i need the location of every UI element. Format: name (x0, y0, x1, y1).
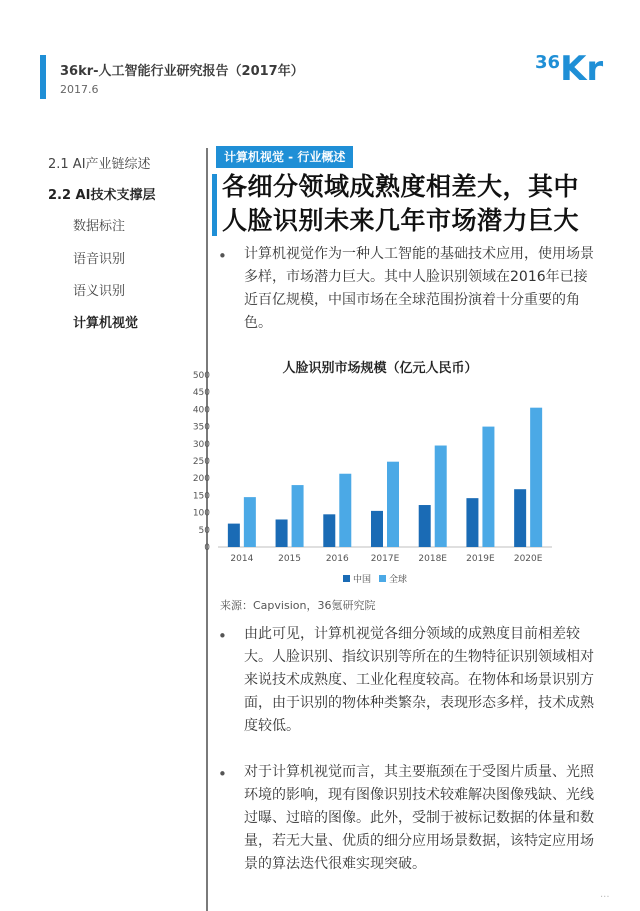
logo-number: 36 (535, 52, 561, 73)
bar-china-2014 (228, 524, 240, 547)
sidebar-item-ai-industry-chain[interactable]: 2.1 AI产业链综述 (48, 157, 151, 172)
headline-line-1: 各细分领域成熟度相差大，其中 (222, 172, 580, 201)
section-tag: 计算机视觉 - 行业概述 (216, 146, 353, 168)
x-tick-label: 2015 (278, 554, 302, 564)
bar-global-2014 (244, 497, 256, 547)
legend-label-china: 中国 (353, 575, 372, 585)
legend (343, 573, 407, 585)
x-axis (230, 554, 542, 564)
y-tick-label: 50 (198, 525, 210, 536)
y-tick-label: 100 (192, 508, 210, 519)
bar-china-2016 (323, 514, 335, 547)
report-date: 2017.6 (60, 83, 99, 96)
legend-swatch-global (379, 575, 386, 582)
report-title: 36kr-人工智能行业研究报告（2017年） (60, 64, 304, 79)
sidebar-item-semantic-recognition[interactable]: 语义识别 (73, 284, 126, 299)
headline-line-2: 人脸识别未来几年市场潜力巨大 (222, 206, 580, 235)
bar-china-2020E (514, 489, 526, 547)
y-tick-label: 250 (192, 457, 210, 467)
headline-accent-bar (212, 174, 217, 236)
y-tick-label: 200 (192, 474, 210, 485)
market-size-chart (180, 355, 560, 595)
y-tick-label: 500 (192, 371, 210, 381)
bar-global-2017E (387, 462, 399, 547)
paragraph-3: 对于计算机视觉而言，其主要瓶颈在于受图片质量、光照环境的影响，现有图像识别技术较难解决图像残缺、光线过曝、过暗的图像。此外，受制于被标记数据的体量和数量，若无大量、优质的细分应用场景数据，该特定应用场景的算法迭代很难实现突破。 (244, 764, 594, 872)
header-accent-bar (40, 55, 46, 99)
bullet-2: • (218, 627, 227, 645)
y-tick-label: 0 (204, 543, 210, 553)
bar-global-2020E (530, 408, 542, 547)
legend-swatch-china (343, 575, 350, 582)
chart-source: 来源：Capvision，36氪研究院 (220, 599, 376, 612)
bar-china-2017E (371, 511, 383, 547)
bars (228, 408, 542, 547)
x-tick-label: 2018E (418, 554, 448, 564)
bar-china-2019E (466, 498, 478, 547)
bar-global-2015 (292, 485, 304, 547)
x-tick-label: 2014 (230, 554, 254, 564)
footer-dots: ··· (600, 892, 610, 903)
sidebar-item-ai-tech-support[interactable]: 2.2 AI技术支撑层 (48, 188, 156, 203)
paragraph-2: 由此可见，计算机视觉各细分领域的成熟度目前相差较大。人脸识别、指纹识别等所在的生物特征识别领域相对来说技术成熟度、工业化程度较高。在物体和场景识别方面，由于识别的物体种类繁杂，表现形态多样，技术成熟度较低。 (244, 626, 594, 734)
logo-letters: Kr (560, 49, 604, 89)
legend-label-global: 全球 (389, 575, 408, 585)
bullet-1: • (218, 247, 227, 265)
bar-china-2015 (276, 519, 288, 547)
bar-global-2018E (435, 446, 447, 547)
logo (535, 49, 604, 89)
bullet-3: • (218, 765, 227, 783)
bar-global-2019E (482, 427, 494, 547)
y-tick-label: 450 (192, 388, 210, 399)
x-tick-label: 2017E (370, 554, 400, 564)
y-tick-label: 300 (192, 439, 210, 450)
sidebar-item-computer-vision[interactable]: 计算机视觉 (73, 316, 139, 331)
headline (222, 170, 622, 238)
y-tick-label: 150 (192, 491, 210, 502)
y-tick-label: 400 (192, 405, 210, 416)
y-tick-label: 350 (192, 422, 210, 433)
y-axis (193, 371, 210, 553)
x-tick-label: 2020E (513, 554, 543, 564)
paragraph-1: 计算机视觉作为一种人工智能的基础技术应用，使用场景多样，市场潜力巨大。其中人脸识别领域在2016年已接近百亿规模，中国市场在全球范围扮演着十分重要的角色。 (244, 246, 594, 331)
sidebar-item-speech-recognition[interactable]: 语音识别 (73, 252, 126, 267)
bar-global-2016 (339, 474, 351, 547)
chart-title: 人脸识别市场规模（亿元人民币） (282, 361, 478, 376)
x-tick-label: 2016 (325, 554, 349, 564)
x-tick-label: 2019E (466, 554, 495, 564)
bar-china-2018E (419, 505, 431, 547)
sidebar-item-data-labeling[interactable]: 数据标注 (73, 219, 126, 234)
